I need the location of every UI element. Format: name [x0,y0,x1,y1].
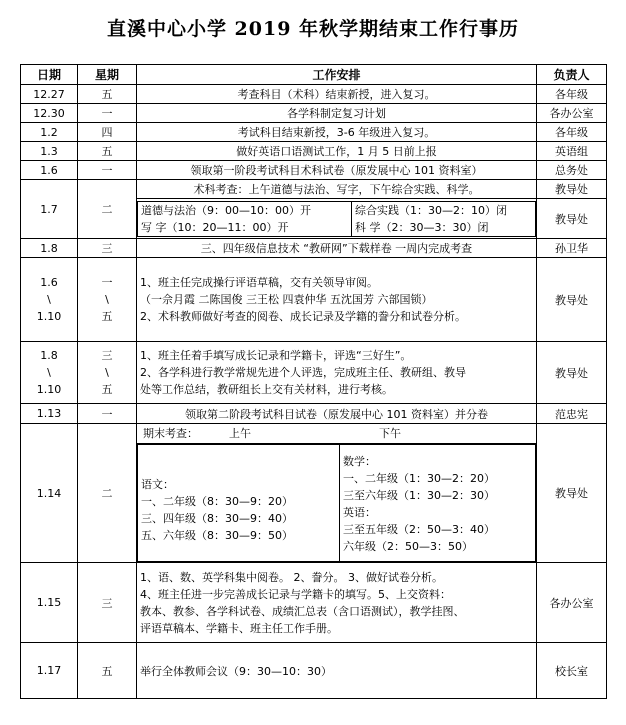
date-cell: 1.17 [21,643,78,699]
date-sep: \ [47,366,51,379]
exam-schedule-cell [137,424,537,563]
table-row [21,643,607,699]
work-line: 1、班主任完成操行评语草稿，交有关领导审阅。 [140,276,378,289]
weekday-end: 五 [101,310,113,323]
header-weekday: 星期 [78,65,137,85]
weekday-cell: 五 [78,142,137,161]
exam-pm-label: 下午 [379,427,401,440]
sub-left-line: 写 字（10：20—11：00）开 [141,220,289,234]
table-row [21,142,607,161]
exam-line: 五、六年级（8：30—9：50） [141,529,293,542]
weekday-cell: 二 [78,180,137,239]
exam-line: 三至六年级（1：30—2：30） [343,489,496,502]
work-cell: 三、四年级信息技术 “教研网”下载样卷 一周内完成考查 [137,239,537,258]
header-owner: 负责人 [537,65,607,85]
owner-cell: 教导处 [537,424,607,563]
work-cell [137,342,537,404]
work-cell: 各学科制定复习计划 [137,104,537,123]
date-end: 1.10 [36,310,62,323]
table-row [21,180,607,199]
work-line: 2、术科教师做好考查的阅卷、成长记录及学籍的誊分和试卷分析。 [140,310,466,323]
date-cell: 1.13 [21,404,78,424]
table-row [21,258,607,342]
sub-schedule [137,201,536,237]
table-row [21,404,607,424]
exam-columns [137,444,536,562]
owner-cell: 各办公室 [537,104,607,123]
exam-header [137,424,536,444]
weekday-sep: \ [105,293,109,306]
owner-cell: 教导处 [537,258,607,342]
weekday-end: 五 [101,383,113,396]
table-row [21,161,607,180]
date-cell: 1.7 [21,180,78,239]
date-sep: \ [47,293,51,306]
work-cell: 领取第二阶段考试科目试卷（原发展中心 101 资料室）并分卷 [137,404,537,424]
owner-cell: 教导处 [537,180,607,199]
work-cell: 领取第一阶段考试科目术科试卷（原发展中心 101 资料室） [137,161,537,180]
table-row [21,563,607,643]
owner-cell: 各年级 [537,123,607,142]
work-cell [137,258,537,342]
exam-line: 一、二年级（8：30—9：20） [141,495,293,508]
header-date: 日期 [21,65,78,85]
owner-cell: 孙卫华 [537,239,607,258]
owner-cell: 范忠宪 [537,404,607,424]
owner-cell: 总务处 [537,161,607,180]
exam-pm-column [340,445,536,562]
exam-label: 期末考查： [143,427,198,440]
owner-cell: 各年级 [537,85,607,104]
work-cell: 做好英语口语测试工作，1 月 5 日前上报 [137,142,537,161]
header-work: 工作安排 [137,65,537,85]
date-cell: 1.3 [21,142,78,161]
date-end: 1.10 [36,383,62,396]
exam-line: 六年级（2：50—3：50） [343,540,474,553]
owner-cell: 各办公室 [537,563,607,643]
owner-cell: 校长室 [537,643,607,699]
table-row [21,85,607,104]
work-line: （一佘月霞 二陈国俊 三王松 四袁仲华 五沈国芳 六部国锁） [140,293,433,306]
weekday-cell: 五 [78,85,137,104]
date-start: 1.6 [40,276,58,289]
date-range-cell [21,342,78,404]
owner-cell: 英语组 [537,142,607,161]
exam-line: 三至五年级（2：50—3：40） [343,523,496,536]
date-cell: 1.6 [21,161,78,180]
date-cell: 12.27 [21,85,78,104]
work-line: 教本、教参、各学科试卷、成绩汇总表（含口语测试），教学挂图、 [140,604,465,618]
work-subcell [137,199,537,239]
work-cell: 考试科目结束新授，3-6 年级进入复习。 [137,123,537,142]
exam-line: 三、四年级（8：30—9：40） [141,512,293,525]
weekday-range-cell [78,342,137,404]
table-row [21,123,607,142]
exam-line: 语文： [141,478,174,491]
weekday-cell: 一 [78,104,137,123]
table-row [21,424,607,563]
owner-cell: 教导处 [537,199,607,239]
weekday-range-cell [78,258,137,342]
sub-right-line: 科 学（2：30—3：30）闭 [354,220,489,234]
work-line: 处等工作总结，教研组长上交有关材料，进行考核。 [140,383,393,396]
work-line: 1、班主任着手填写成长记录和学籍卡，评选“三好生”。 [140,349,412,362]
date-cell: 1.2 [21,123,78,142]
table-header-row [21,65,607,85]
exam-line: 英语： [343,506,377,519]
date-cell: 1.14 [21,424,78,563]
page-title: 直溪中心小学 2019 年秋学期结束工作行事历 [106,18,520,40]
work-line: 1、语、数、英学科集中阅卷。 2、誊分。 3、做好试卷分析。 [140,570,443,584]
work-cell [137,563,537,643]
weekday-cell: 四 [78,123,137,142]
work-line: 2、各学科进行教学常规先进个人评选，完成班主任、教研组、教导 [140,366,466,379]
owner-cell: 教导处 [537,342,607,404]
weekday-cell: 一 [78,404,137,424]
weekday-cell: 一 [78,161,137,180]
work-line: 4、班主任进一步完善成长记录与学籍卡的填写。5、上交资料： [140,587,451,601]
work-cell: 举行全体教师会议（9：30—10：30） [137,643,537,699]
weekday-start: 三 [101,349,113,362]
date-cell: 12.30 [21,104,78,123]
work-line: 评语草稿本、学籍卡、班主任工作手册。 [140,621,338,635]
work-cell: 术科考查：上午道德与法治、写字，下午综合实践、科学。 [137,180,537,199]
date-range-cell [21,258,78,342]
date-cell: 1.15 [21,563,78,643]
weekday-cell: 五 [78,643,137,699]
exam-am-column [138,445,340,562]
date-cell: 1.8 [21,239,78,258]
sub-left-line: 道德与法治（9：00—10：00）开 [141,203,311,217]
table-row [21,104,607,123]
date-start: 1.8 [40,349,58,362]
exam-line: 数学： [343,455,377,468]
weekday-cell: 三 [78,239,137,258]
sub-right-line: 综合实践（1：30—2：10）闭 [354,203,507,217]
schedule-table [20,64,607,699]
table-row [21,342,607,404]
weekday-cell: 三 [78,563,137,643]
exam-line: 一、二年级（1：30—2：20） [343,472,496,485]
table-row [21,239,607,258]
weekday-start: 一 [101,276,113,289]
work-cell: 考查科目（术科）结束新授，进入复习。 [137,85,537,104]
weekday-cell: 二 [78,424,137,563]
exam-am-label: 上午 [229,427,251,440]
weekday-sep: \ [105,366,109,379]
